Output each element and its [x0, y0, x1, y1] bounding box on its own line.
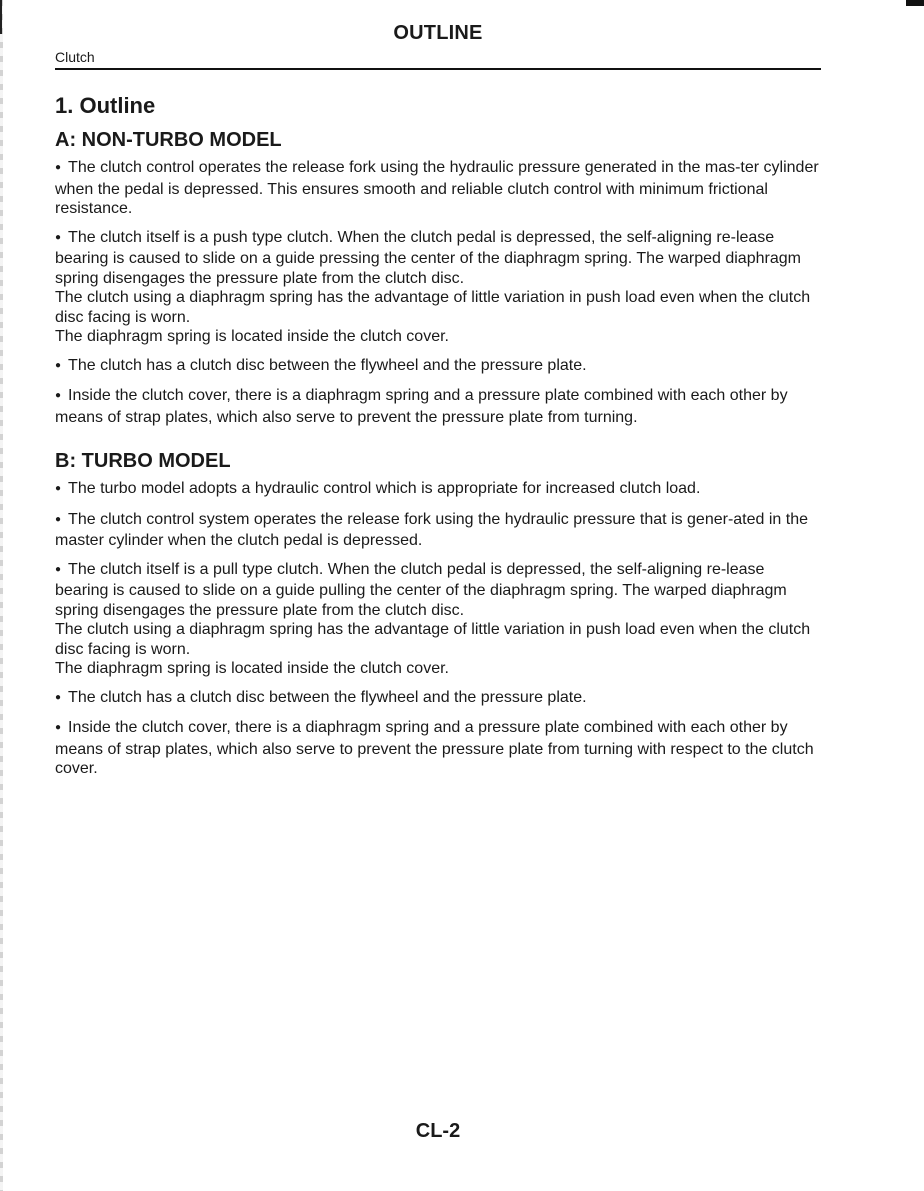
paragraph-line: The diaphragm spring is located inside the clutch cover. — [55, 328, 449, 345]
bullet-text: ● The turbo model adopts a hydraulic control which is appropriate for increased clutch load. — [55, 479, 821, 501]
section-b-paragraph-5 — [55, 718, 821, 779]
bullet-text: ● Inside the clutch cover, there is a diaphragm spring and a pressure plate combined with each other by means of strap plates, which also serve to prevent the pressure plate from turning with respect to the clutch cover. — [55, 718, 821, 779]
section-label: Clutch — [55, 49, 95, 65]
bullet-text: ● The clutch control system operates the release fork using the hydraulic pressure that is gener-ated in the master cylinder when the clutch pedal is depressed. — [55, 510, 821, 551]
section-a-title: A: NON-TURBO MODEL — [55, 129, 282, 151]
paragraph-line: The diaphragm spring is located inside the clutch cover. — [55, 660, 449, 677]
main-heading: 1. Outline — [55, 93, 156, 118]
bullet-text: ● The clutch itself is a push type clutch. When the clutch pedal is depressed, the self-aligning re-lease bearing is caused to slide on a guide pressing the center of the diaphragm spring. The warped diaphragm spring disengages the pressure plate from the clutch disc. — [55, 228, 821, 289]
bullet-text: ● The clutch control operates the release fork using the hydraulic pressure generated in the mas-ter cylinder when the pedal is depressed. This ensures smooth and reliable clutch control with minimum frictional resistance. — [55, 158, 821, 219]
scan-edge — [0, 0, 3, 1191]
section-a-paragraph-3 — [55, 356, 821, 378]
section-b-paragraph-1 — [55, 479, 821, 501]
header-rule — [55, 68, 821, 70]
paragraph-line: The clutch using a diaphragm spring has the advantage of little variation in push load even when the clutch disc facing is worn. — [55, 289, 811, 326]
section-b-paragraph-2 — [55, 510, 821, 551]
section-b-paragraph-3 — [55, 560, 821, 679]
paragraph-line: The clutch using a diaphragm spring has the advantage of little variation in push load even when the clutch disc facing is worn. — [55, 621, 811, 658]
bullet-text: ● The clutch has a clutch disc between the flywheel and the pressure plate. — [55, 356, 821, 378]
section-b-paragraph-4 — [55, 688, 821, 710]
section-a-paragraph-4 — [55, 386, 821, 427]
bullet-text: ● The clutch itself is a pull type clutch. When the clutch pedal is depressed, the self-aligning re-lease bearing is caused to slide on a guide pulling the center of the diaphragm spring. The warped diaphragm spring disengages the pressure plate from the clutch disc. — [55, 560, 821, 621]
page-number: CL-2 — [415, 1120, 461, 1142]
corner-mark — [906, 0, 924, 6]
bullet-text: ● Inside the clutch cover, there is a diaphragm spring and a pressure plate combined with each other by means of strap plates, which also serve to prevent the pressure plate from turning. — [55, 386, 821, 427]
section-a-paragraph-2 — [55, 228, 821, 347]
section-a-paragraph-1 — [55, 158, 821, 219]
document-body — [55, 92, 821, 788]
page-header-title: OUTLINE — [393, 22, 483, 44]
section-b-title: B: TURBO MODEL — [55, 450, 231, 472]
bullet-text: ● The clutch has a clutch disc between the flywheel and the pressure plate. — [55, 688, 821, 710]
